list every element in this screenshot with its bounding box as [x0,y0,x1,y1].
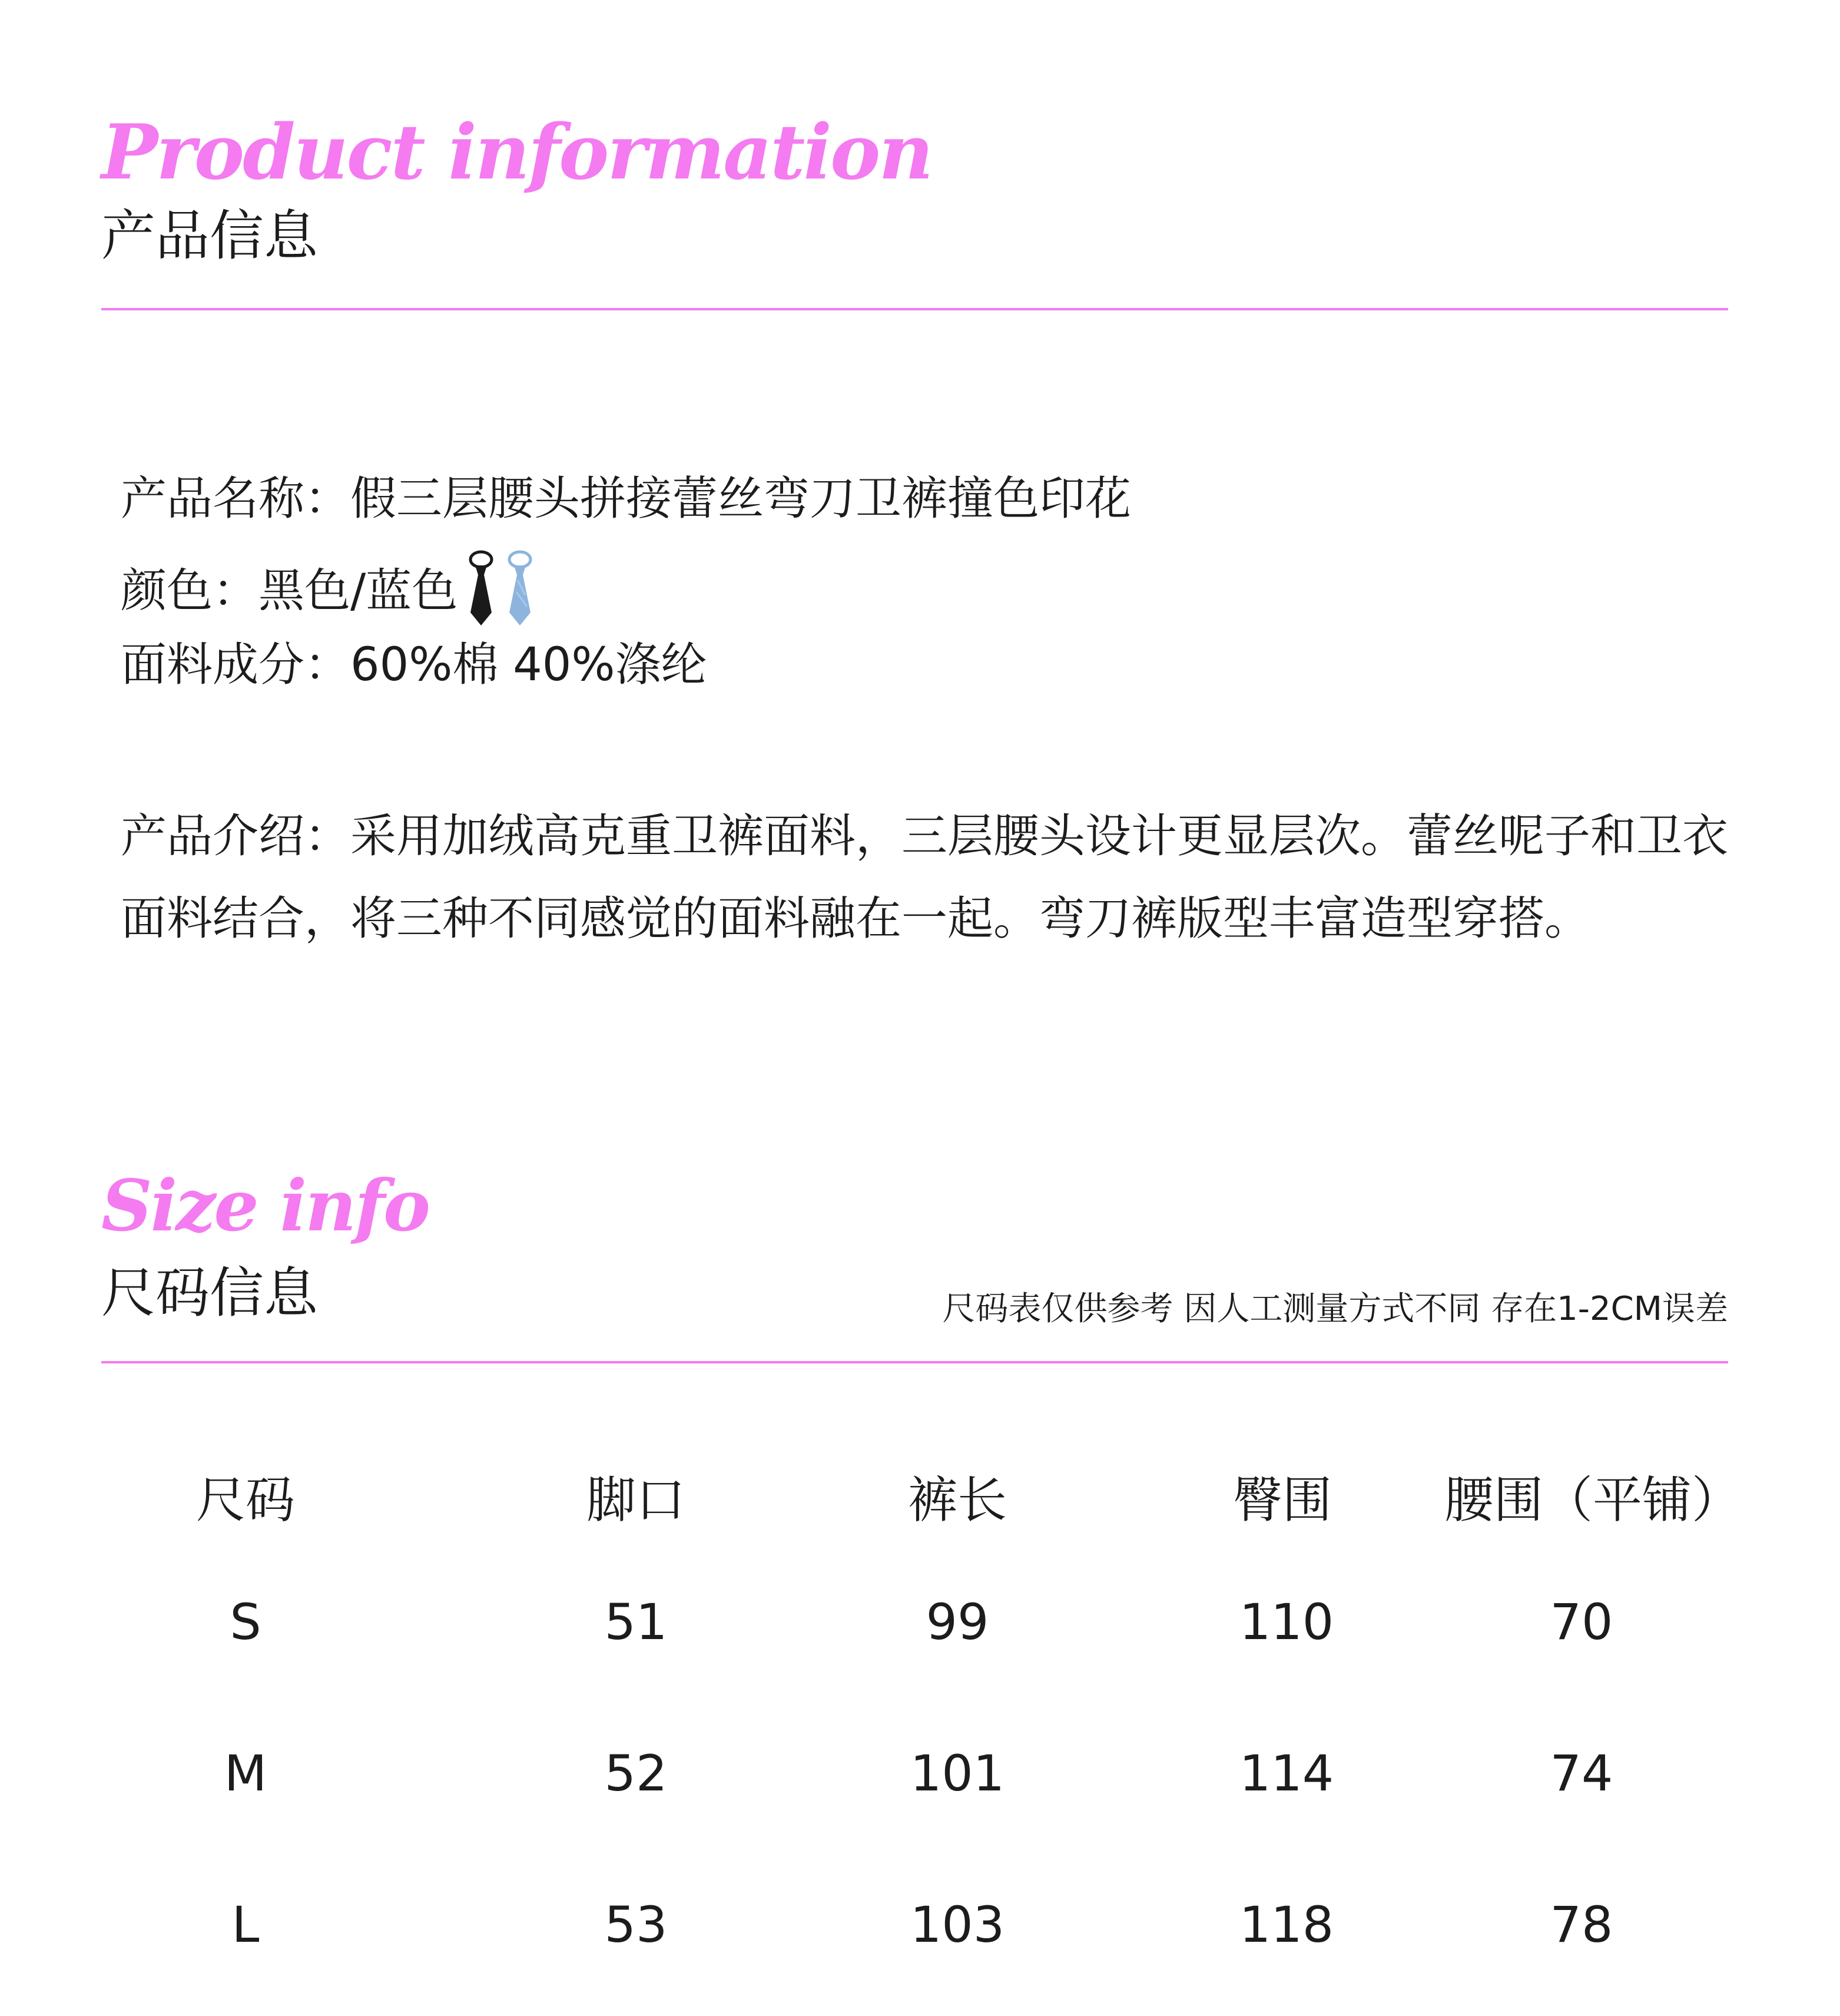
row-m-waist: 74 [1550,1744,1613,1802]
product-info-divider [101,308,1728,310]
row-l-size: L [231,1896,260,1954]
row-m-length: 101 [910,1744,1005,1802]
row-l-hip: 118 [1239,1896,1334,1954]
header-hip: 臀围 [1232,1471,1332,1529]
black-tie-icon [466,548,496,634]
size-info-divider [101,1361,1728,1363]
color-line [121,548,535,630]
product-info-heading-en: Product information [101,108,932,197]
fabric-line: 面料成分：60%棉 40%涤纶 [121,638,707,691]
row-m-hip: 114 [1239,1744,1334,1802]
product-info-heading-cn: 产品信息 [101,204,319,267]
product-name-line: 产品名称：假三层腰头拼接蕾丝弯刀卫裤撞色印花 [121,472,1132,525]
row-l-hem: 53 [604,1896,668,1954]
blue-tie-icon [505,548,535,634]
size-info-heading-cn: 尺码信息 [101,1262,319,1325]
header-length: 裤长 [907,1471,1007,1529]
row-s-hip: 110 [1239,1593,1334,1651]
row-m-hem: 52 [604,1744,668,1802]
row-s-hem: 51 [604,1593,668,1651]
size-disclaimer-note: 尺码表仅供参考 因人工测量方式不同 存在1-2CM误差 [942,1290,1728,1328]
header-waist: 腰围（平铺） [1444,1471,1741,1529]
product-intro-paragraph: 产品介绍：采用加绒高克重卫裤面料，三层腰头设计更显层次。蕾丝呢子和卫衣面料结合，将三种不同感觉的面料融在一起。弯刀裤版型丰富造型穿搭。 [121,810,1729,945]
row-s-length: 99 [926,1593,989,1651]
size-info-heading-en: Size info [101,1164,429,1247]
row-m-size: M [224,1744,267,1802]
row-l-length: 103 [910,1896,1005,1954]
row-l-waist: 78 [1550,1896,1613,1954]
row-s-waist: 70 [1550,1593,1613,1651]
row-s-size: S [230,1593,261,1651]
header-size: 尺码 [195,1471,295,1529]
color-text: 颜色：黑色/蓝色 [121,564,458,618]
header-hem: 脚口 [586,1471,685,1529]
